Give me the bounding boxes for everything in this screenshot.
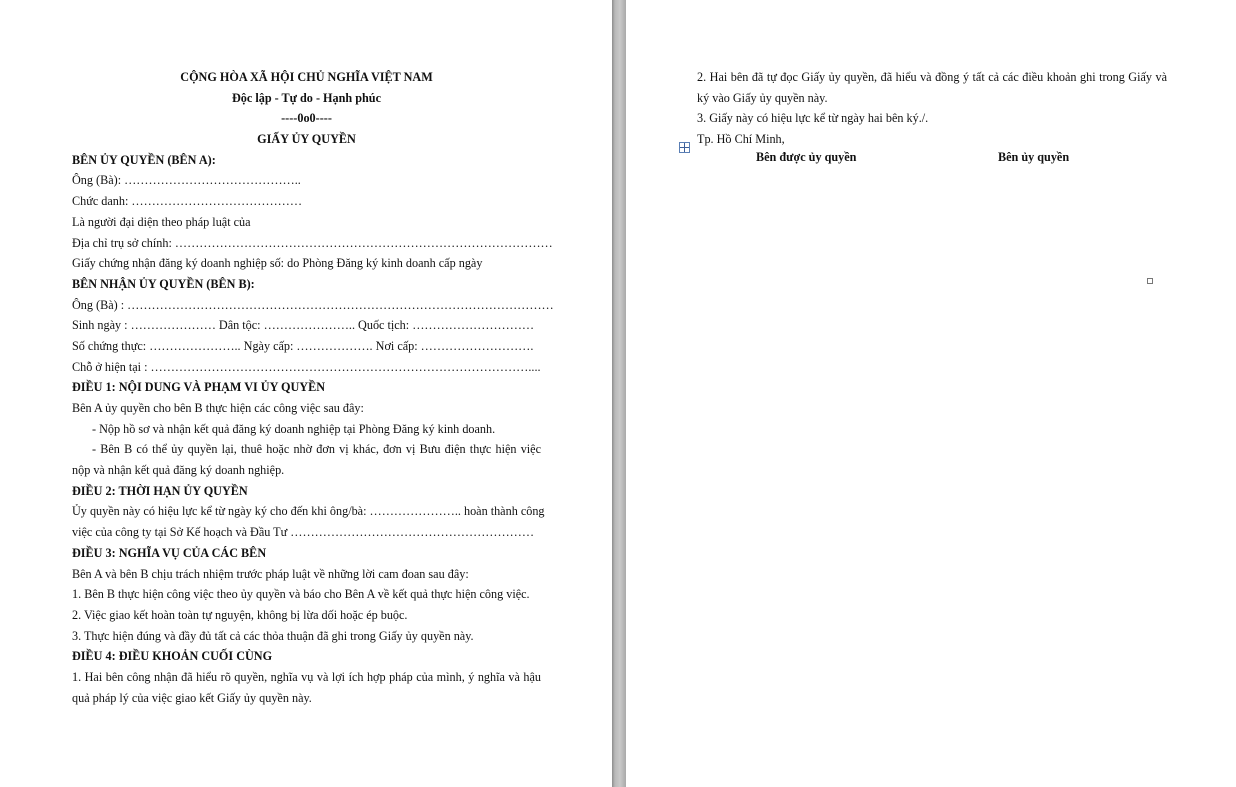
page-left-text — [72, 67, 554, 708]
left-page-line: Chỗ ở hiện tại : ………………………………………………………………………………….... — [72, 359, 541, 374]
left-page-line: Số chứng thực: ………………….. Ngày cấp: ………………. Nơi cấp: ………………………. — [72, 338, 534, 353]
left-page-line: ĐIỀU 4: ĐIỀU KHOẢN CUỐI CÙNG — [72, 649, 273, 664]
table-resize-handle-icon[interactable] — [1147, 278, 1153, 284]
document-page-right — [626, 0, 1236, 787]
left-page-line: Địa chỉ trụ sở chính: ………………………………………………………………………………… — [72, 235, 553, 250]
left-page-line: việc của công ty tại Sở Kế hoạch và Đầu Tư …………………………………………………… — [72, 525, 535, 540]
left-page-line: GIẤY ỦY QUYỀN — [257, 132, 356, 147]
left-page-line: Chức danh: …………………………………… — [72, 194, 303, 209]
left-page-line: Bên A và bên B chịu trách nhiệm trước pháp luật về những lời cam đoan sau đây: — [72, 566, 469, 581]
left-page-line: 3. Thực hiện đúng và đầy đủ tất cả các thỏa thuận đã ghi trong Giấy ủy quyền này. — [72, 628, 474, 643]
left-page-line: nộp và nhận kết quả đăng ký doanh nghiệp. — [72, 463, 285, 478]
left-page-line: 1. Bên B thực hiện công việc theo ủy quyền và báo cho Bên A về kết quả thực hiện công việc. — [72, 587, 530, 602]
left-page-line: BÊN ỦY QUYỀN (BÊN A): — [72, 152, 216, 167]
left-page-line: - Nộp hồ sơ và nhận kết quả đăng ký doanh nghiệp tại Phòng Đăng ký kinh doanh. — [92, 421, 496, 436]
left-page-line: ĐIỀU 2: THỜI HẠN ỦY QUYỀN — [72, 483, 248, 498]
right-page-line: 2. Hai bên đã tự đọc Giấy ủy quyền, đã hiểu và đồng ý tất cả các điều khoản ghi trong Giấy và — [697, 70, 1167, 84]
left-page-line: Ông (Bà) : …………………………………………………………………………………………… — [72, 297, 554, 312]
right-page-line: 3. Giấy này có hiệu lực kể từ ngày hai bên ký./. — [697, 111, 929, 126]
left-page-line: Ông (Bà): …………………………………….. — [72, 173, 301, 188]
right-page-line: ký vào Giấy ủy quyền này. — [697, 90, 828, 105]
left-page-line: Sinh ngày : ………………… Dân tộc: ………………….. Quốc tịch: ………………………… — [72, 318, 535, 333]
left-page-line: BÊN NHẬN ỦY QUYỀN (BÊN B): — [72, 276, 255, 291]
left-page-line: Độc lập - Tự do - Hạnh phúc — [232, 90, 381, 105]
left-page-line: ----0o0---- — [281, 111, 332, 126]
right-page-line: Tp. Hồ Chí Minh, — [697, 132, 785, 147]
left-page-line: Giấy chứng nhận đăng ký doanh nghiệp số: do Phòng Đăng ký kinh doanh cấp ngày — [72, 256, 483, 271]
left-page-line: ĐIỀU 1: NỘI DUNG VÀ PHẠM VI ỦY QUYỀN — [72, 380, 326, 395]
left-page-line: 2. Việc giao kết hoàn toàn tự nguyện, không bị lừa dối hoặc ép buộc. — [72, 607, 408, 622]
left-page-line: Ủy quyền này có hiệu lực kể từ ngày ký cho đến khi ông/bà: ………………….. hoàn thành công — [72, 504, 545, 519]
left-page-line: CỘNG HÒA XÃ HỘI CHỦ NGHĨA VIỆT NAM — [180, 70, 433, 84]
document-page-left — [0, 0, 612, 787]
page-gutter — [612, 0, 626, 787]
table-move-handle-icon[interactable] — [679, 142, 690, 153]
left-page-line: quả pháp lý của việc giao kết Giấy ủy quyền này. — [72, 690, 312, 705]
left-page-line: - Bên B có thể ủy quyền lại, thuê hoặc nhờ đơn vị khác, đơn vị Bưu điện thực hiện việc — [92, 442, 541, 457]
page-right-text — [697, 67, 1167, 150]
signature-party-a: Bên ủy quyền — [998, 150, 1070, 164]
left-page-line: Bên A ủy quyền cho bên B thực hiện các công việc sau đây: — [72, 401, 364, 415]
signature-table[interactable] — [697, 150, 1167, 170]
left-page-line: ĐIỀU 3: NGHĨA VỤ CỦA CÁC BÊN — [72, 545, 267, 560]
left-page-line: Là người đại diện theo pháp luật của — [72, 214, 251, 229]
signature-party-b: Bên được ủy quyền — [756, 150, 857, 164]
left-page-line: 1. Hai bên công nhận đã hiểu rõ quyền, nghĩa vụ và lợi ích hợp pháp của mình, ý nghĩa và hậu — [72, 669, 541, 684]
